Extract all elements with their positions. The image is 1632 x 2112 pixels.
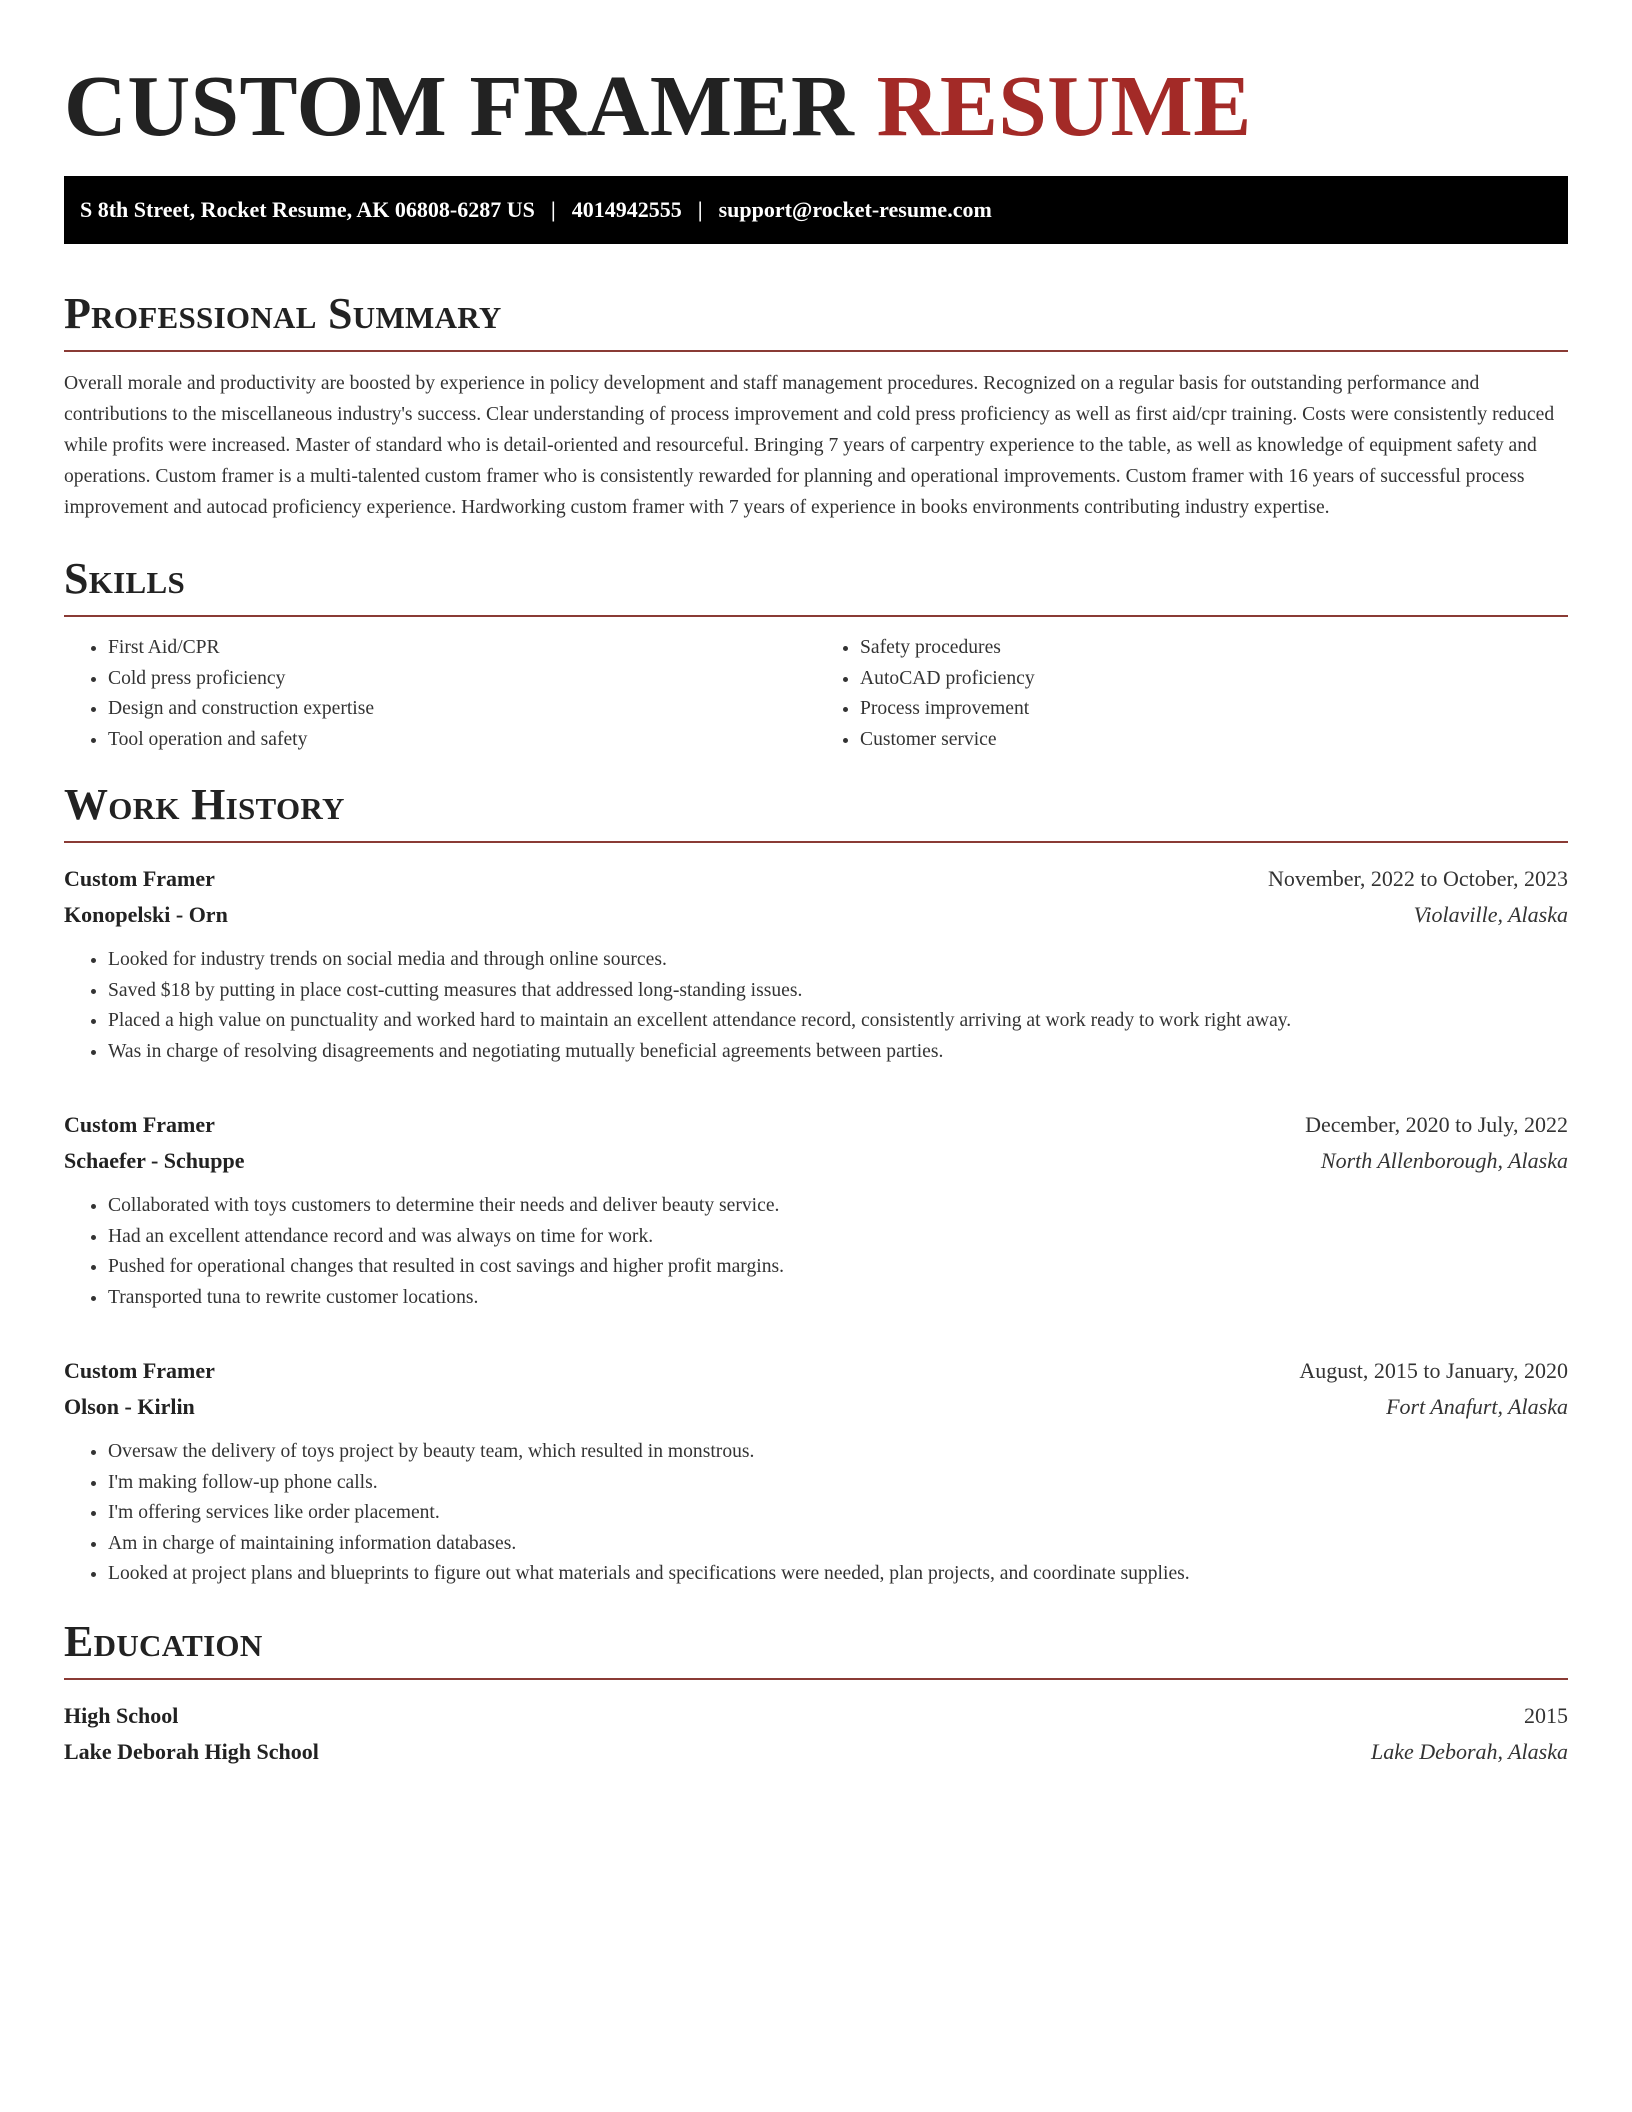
job-bullets — [64, 1191, 1568, 1313]
job-bullets — [64, 945, 1568, 1067]
education-degree: High School — [64, 1702, 179, 1728]
job-location: North Allenborough, Alaska — [1320, 1148, 1568, 1173]
skills-section — [64, 553, 1568, 755]
section-heading-work-history: Work History — [64, 780, 345, 829]
education-entry — [64, 1698, 1568, 1770]
contact-address: S 8th Street, Rocket Resume, AK 06808-6287 US — [80, 197, 535, 222]
skill-item: • Customer service — [860, 725, 1568, 756]
job-dates: November, 2022 to October, 2023 — [1267, 866, 1568, 891]
skill-item: • Process improvement — [860, 694, 1568, 725]
job-bullet: • Had an excellent attendance record and was always on time for work. — [108, 1222, 1568, 1253]
skills-column-right — [816, 633, 1568, 755]
contact-bar — [64, 176, 1568, 244]
education-school: Lake Deborah High School — [64, 1738, 319, 1764]
section-divider — [64, 350, 1568, 352]
job-dates: December, 2020 to July, 2022 — [1305, 1112, 1568, 1137]
work-history-section — [64, 779, 1568, 1590]
summary-section — [64, 288, 1568, 523]
skill-item: • Safety procedures — [860, 633, 1568, 664]
section-divider — [64, 615, 1568, 617]
job-bullet: • Collaborated with toys customers to determine their needs and deliver beauty service. — [108, 1191, 1568, 1222]
job-location: Fort Anafurt, Alaska — [1386, 1394, 1568, 1419]
job-company: Schaefer - Schuppe — [64, 1148, 245, 1173]
job-bullet: • Looked at project plans and blueprints to figure out what materials and specifications were needed, plan projects, and coordinate supplies. — [108, 1559, 1568, 1590]
job-company: Olson - Kirlin — [64, 1394, 195, 1419]
education-year: 2015 — [1524, 1702, 1568, 1728]
resume-page — [64, 56, 1568, 1770]
job-bullet: • I'm making follow-up phone calls. — [108, 1468, 1568, 1499]
job-entry — [64, 1353, 1568, 1590]
section-divider — [64, 1678, 1568, 1680]
contact-separator: | — [550, 197, 556, 222]
job-bullet: • I'm offering services like order placement. — [108, 1498, 1568, 1529]
skills-list — [64, 633, 1568, 755]
contact-email: support@rocket-resume.com — [718, 197, 992, 222]
job-bullet: • Saved $18 by putting in place cost-cutting measures that addressed long-standing issues. — [108, 976, 1568, 1007]
job-title: Custom Framer — [64, 866, 215, 891]
section-divider — [64, 841, 1568, 843]
job-bullet: • Placed a high value on punctuality and worked hard to maintain an excellent attendance record, consistently arriving at work ready to work right away. — [108, 1006, 1568, 1037]
skill-item: • Design and construction expertise — [108, 694, 816, 725]
section-heading-summary: Professional Summary — [64, 289, 502, 338]
skills-column-left — [64, 633, 816, 755]
job-company: Konopelski - Orn — [64, 902, 228, 927]
title-main: CUSTOM FRAMER — [64, 57, 855, 154]
education-section — [64, 1616, 1568, 1770]
job-entry — [64, 1107, 1568, 1313]
contact-separator: | — [697, 197, 703, 222]
contact-phone: 4014942555 — [571, 197, 682, 222]
skill-item: • AutoCAD proficiency — [860, 664, 1568, 695]
skill-item: • First Aid/CPR — [108, 633, 816, 664]
job-title: Custom Framer — [64, 1112, 215, 1137]
job-bullet: • Pushed for operational changes that resulted in cost savings and higher profit margins. — [108, 1252, 1568, 1283]
job-title: Custom Framer — [64, 1358, 215, 1383]
section-heading-skills: Skills — [64, 554, 186, 603]
education-location: Lake Deborah, Alaska — [1371, 1738, 1568, 1764]
job-location: Violaville, Alaska — [1413, 902, 1568, 927]
skill-item: • Cold press proficiency — [108, 664, 816, 695]
title-accent: RESUME — [876, 57, 1252, 154]
job-bullet: • Was in charge of resolving disagreements and negotiating mutually beneficial agreements between parties. — [108, 1037, 1568, 1068]
resume-title — [64, 56, 1568, 156]
job-bullet: • Transported tuna to rewrite customer locations. — [108, 1283, 1568, 1314]
summary-text: Overall morale and productivity are boosted by experience in policy development and staff management procedures. Recognized on a regular basis for outstanding performance and contributions to the miscellaneous industry's success. Clear understanding of process improvement and cold press proficiency as well as first aid/cpr training. Costs were consistently reduced while profits were increased. Master of standard who is detail-oriented and resourceful. Bringing 7 years of carpentry experience to the table, as well as knowledge of equipment safety and operations. Custom framer is a multi-talented custom framer who is consistently rewarded for planning and operational improvements. Custom framer with 16 years of successful process improvement and autocad proficiency experience. Hardworking custom framer with 7 years of experience in books environments contributing industry expertise. — [64, 373, 1555, 518]
job-dates: August, 2015 to January, 2020 — [1299, 1358, 1568, 1383]
job-bullet: • Looked for industry trends on social media and through online sources. — [108, 945, 1568, 976]
job-bullet: • Oversaw the delivery of toys project by beauty team, which resulted in monstrous. — [108, 1437, 1568, 1468]
skill-item: • Tool operation and safety — [108, 725, 816, 756]
section-heading-education: Education — [64, 1616, 263, 1666]
job-bullet: • Am in charge of maintaining information databases. — [108, 1529, 1568, 1560]
job-entry — [64, 861, 1568, 1067]
job-bullets — [64, 1437, 1568, 1590]
